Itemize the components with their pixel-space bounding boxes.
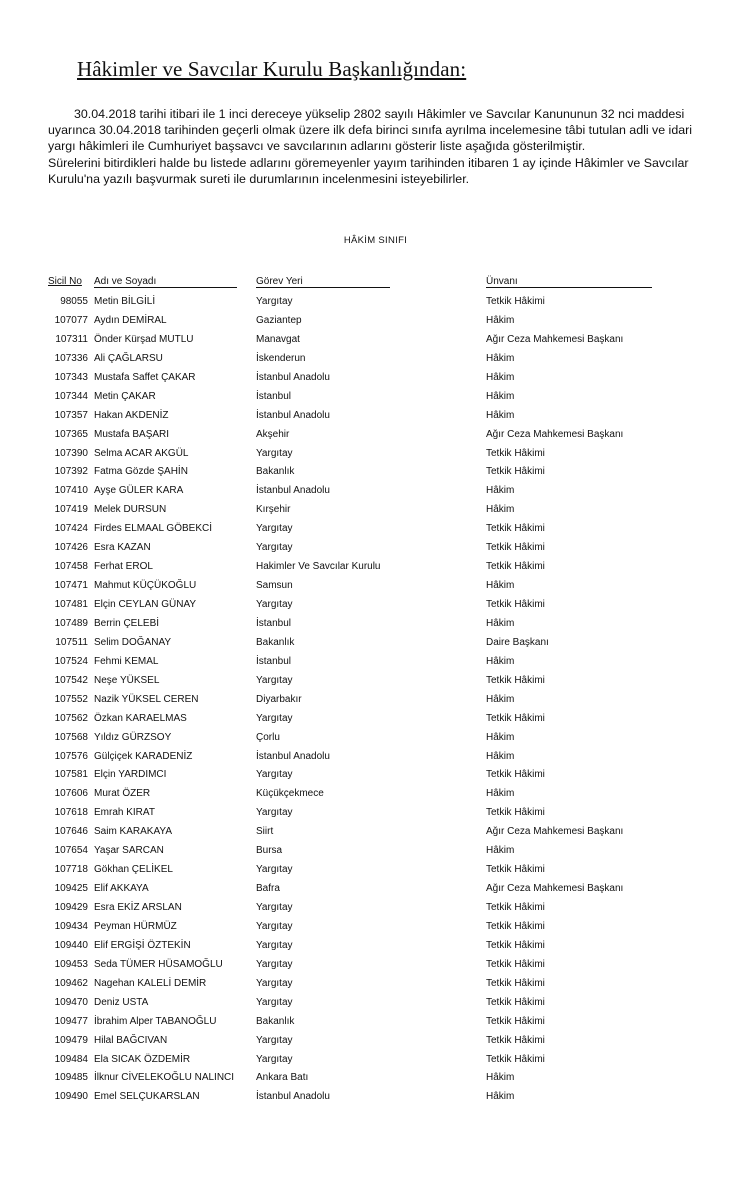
title-cell: Tetkik Hâkimi: [486, 920, 545, 932]
table-row: [0, 900, 746, 919]
title-cell: Tetkik Hâkimi: [486, 523, 545, 535]
title-cell: Hâkim: [486, 504, 515, 516]
title-cell: Tetkik Hâkimi: [486, 1034, 545, 1046]
table-row: [0, 805, 746, 824]
sicil-cell: 107524: [54, 655, 88, 667]
title-cell: Tetkik Hâkimi: [486, 599, 545, 610]
duty-station-cell: Yargıtay: [256, 920, 293, 932]
table-row: [0, 370, 746, 389]
table-row: [0, 332, 746, 351]
sicil-cell: 107606: [54, 788, 88, 800]
table-row: [0, 881, 746, 900]
duty-station-cell: Siirt: [256, 826, 274, 838]
name-cell: Fehmi KEMAL: [94, 655, 159, 667]
duty-station-cell: Yargıtay: [256, 447, 293, 459]
sicil-cell: 109485: [54, 1072, 88, 1084]
name-cell: Peyman HÜRMÜZ: [94, 920, 177, 932]
table-row: [0, 976, 746, 995]
header-sicil: Sicil No: [48, 276, 82, 287]
duty-station-cell: Yargıtay: [256, 523, 293, 535]
table-row: [0, 351, 746, 370]
name-cell: Elçin CEYLAN GÜNAY: [94, 599, 197, 610]
sicil-cell: 109440: [54, 939, 88, 951]
sicil-cell: 107568: [54, 731, 88, 743]
table-row: [0, 995, 746, 1014]
duty-station-cell: Bakanlık: [256, 1015, 295, 1027]
sicil-cell: 109470: [54, 996, 88, 1008]
table-row: [0, 313, 746, 332]
sicil-cell: 107077: [54, 314, 88, 326]
duty-station-cell: Yargıtay: [256, 977, 293, 989]
name-cell: Gökhan ÇELİKEL: [94, 864, 173, 876]
table-row: [0, 767, 746, 786]
duty-station-cell: Gaziantep: [256, 314, 302, 326]
title-cell: Daire Başkanı: [486, 636, 549, 648]
name-cell: Deniz USTA: [94, 996, 149, 1008]
table-row: [0, 957, 746, 976]
title-cell: Ağır Ceza Mahkemesi Başkanı: [486, 428, 624, 440]
title-cell: Ağır Ceza Mahkemesi Başkanı: [486, 333, 624, 345]
table-row: [0, 938, 746, 957]
table-row: [0, 824, 746, 843]
duty-station-cell: Ankara Batı: [256, 1072, 309, 1084]
title-cell: Hâkim: [486, 617, 515, 629]
name-cell: Selim DOĞANAY: [94, 636, 172, 648]
sicil-cell: 107552: [54, 693, 88, 705]
sicil-cell: 107357: [54, 409, 88, 421]
duty-station-cell: Hakimler Ve Savcılar Kurulu: [256, 561, 381, 573]
title-cell: Hâkim: [486, 409, 515, 421]
name-cell: Yıldız GÜRZSOY: [94, 731, 172, 743]
duty-station-cell: İstanbul Anadolu: [256, 1091, 330, 1103]
duty-station-cell: Yargıtay: [256, 996, 293, 1008]
table-row: [0, 1052, 746, 1071]
table-row: [0, 483, 746, 502]
sicil-cell: 107419: [54, 504, 88, 516]
section-title: HÂKİM SINIFI: [343, 235, 408, 246]
name-cell: İbrahim Alper TABANOĞLU: [94, 1015, 217, 1027]
title-cell: Tetkik Hâkimi: [486, 466, 545, 478]
title-cell: Ağır Ceza Mahkemesi Başkanı: [486, 826, 624, 838]
sicil-cell: 107343: [54, 371, 88, 383]
sicil-cell: 107390: [54, 447, 88, 459]
sicil-cell: 109490: [54, 1091, 88, 1103]
duty-station-cell: Çorlu: [256, 731, 280, 743]
name-cell: Murat ÖZER: [94, 788, 151, 800]
table-row: [0, 692, 746, 711]
name-cell: Metin ÇAKAR: [94, 390, 156, 402]
title-cell: Tetkik Hâkimi: [486, 674, 545, 686]
duty-station-cell: Diyarbakır: [256, 693, 302, 705]
name-cell: Metin BİLGİLİ: [94, 296, 156, 307]
table-row: [0, 730, 746, 749]
name-cell: Ali ÇAĞLARSU: [94, 352, 163, 364]
table-row: [0, 559, 746, 578]
duty-station-cell: Yargıtay: [256, 864, 293, 876]
table-row: [0, 1070, 746, 1089]
header-ad: Adı ve Soyadı: [94, 276, 237, 288]
duty-station-cell: Yargıtay: [256, 769, 293, 781]
title-cell: Tetkik Hâkimi: [486, 958, 545, 970]
duty-station-cell: Yargıtay: [256, 807, 293, 819]
name-cell: Firdes ELMAAL GÖBEKCİ: [94, 523, 212, 535]
name-cell: Melek DURSUN: [94, 504, 167, 516]
table-row: [0, 427, 746, 446]
name-cell: Emel SELÇUKARSLAN: [94, 1091, 200, 1103]
name-cell: Elif AKKAYA: [94, 883, 149, 895]
table-row: [0, 521, 746, 540]
sicil-cell: 109462: [54, 977, 88, 989]
table-row: [0, 635, 746, 654]
name-cell: İlknur CİVELEKOĞLU NALINCI: [94, 1072, 235, 1084]
sicil-cell: 109453: [54, 958, 88, 970]
duty-station-cell: Yargıtay: [256, 1053, 293, 1065]
sicil-cell: 107365: [54, 428, 88, 440]
sicil-cell: 109479: [54, 1034, 88, 1046]
sicil-cell: 107336: [54, 352, 88, 364]
duty-station-cell: Küçükçekmece: [256, 788, 324, 800]
header-gorev: Görev Yeri: [256, 276, 390, 288]
duty-station-cell: İstanbul Anadolu: [256, 409, 330, 421]
header-unvan: Ünvanı: [486, 276, 652, 288]
sicil-cell: 107646: [54, 826, 88, 838]
name-cell: Selma ACAR AKGÜL: [94, 447, 189, 459]
table-row: [0, 654, 746, 673]
sicil-cell: 98055: [60, 296, 88, 307]
duty-station-cell: İskenderun: [256, 352, 306, 364]
duty-station-cell: Yargıtay: [256, 712, 293, 724]
name-cell: Yaşar SARCAN: [94, 845, 164, 857]
sicil-cell: 107471: [54, 580, 88, 592]
title-cell: Hâkim: [486, 390, 515, 402]
name-cell: Esra EKİZ ARSLAN: [94, 902, 182, 913]
name-cell: Saim KARAKAYA: [94, 826, 172, 838]
sicil-cell: 107410: [54, 485, 88, 497]
duty-station-cell: Yargıtay: [256, 296, 293, 307]
duty-station-cell: İstanbul Anadolu: [256, 371, 330, 383]
table-row: [0, 786, 746, 805]
table-row: [0, 578, 746, 597]
duty-station-cell: Bakanlık: [256, 466, 295, 478]
sicil-cell: 107576: [54, 750, 88, 762]
table-row: [0, 1089, 746, 1108]
sicil-cell: 107654: [54, 845, 88, 857]
sicil-cell: 107489: [54, 617, 88, 629]
name-cell: Ela SICAK ÖZDEMİR: [94, 1053, 191, 1065]
name-cell: Özkan KARAELMAS: [94, 712, 187, 724]
title-cell: Tetkik Hâkimi: [486, 902, 545, 913]
title-cell: Ağır Ceza Mahkemesi Başkanı: [486, 883, 624, 895]
duty-station-cell: Yargıtay: [256, 1034, 293, 1046]
name-cell: Mahmut KÜÇÜKOĞLU: [94, 580, 197, 592]
sicil-cell: 109429: [54, 902, 88, 913]
duty-station-cell: Bursa: [256, 845, 283, 857]
duty-station-cell: Yargıtay: [256, 939, 293, 951]
duty-station-cell: İstanbul Anadolu: [256, 750, 330, 762]
name-cell: Nagehan KALELİ DEMİR: [94, 977, 207, 989]
title-cell: Hâkim: [486, 352, 515, 364]
name-cell: Elçin YARDIMCI: [94, 769, 167, 781]
duty-station-cell: İstanbul: [256, 390, 292, 402]
table-row: [0, 673, 746, 692]
name-cell: Mustafa BAŞARI: [94, 428, 170, 440]
name-cell: Ayşe GÜLER KARA: [94, 485, 184, 497]
title-cell: Hâkim: [486, 731, 515, 743]
name-cell: Mustafa Saffet ÇAKAR: [94, 371, 196, 383]
name-cell: Hakan AKDENİZ: [94, 409, 169, 421]
judge-list: [0, 294, 746, 1108]
title-cell: Tetkik Hâkimi: [486, 1053, 545, 1065]
name-cell: Elif ERGİŞİ ÖZTEKİN: [94, 939, 191, 951]
duty-station-cell: Bakanlık: [256, 636, 295, 648]
duty-station-cell: İstanbul Anadolu: [256, 485, 330, 497]
table-row: [0, 919, 746, 938]
sicil-cell: 107311: [55, 333, 88, 345]
title-cell: Tetkik Hâkimi: [486, 769, 545, 781]
title-cell: Tetkik Hâkimi: [486, 447, 545, 459]
sicil-cell: 107344: [54, 390, 88, 402]
table-row: [0, 1033, 746, 1052]
title-cell: Tetkik Hâkimi: [486, 807, 545, 819]
title-cell: Hâkim: [486, 485, 515, 497]
duty-station-cell: Yargıtay: [256, 542, 293, 554]
title-cell: Tetkik Hâkimi: [486, 1015, 545, 1027]
table-row: [0, 408, 746, 427]
title-cell: Hâkim: [486, 845, 515, 857]
sicil-cell: 109477: [54, 1015, 88, 1027]
title-cell: Tetkik Hâkimi: [486, 864, 545, 876]
duty-station-cell: Yargıtay: [256, 674, 293, 686]
name-cell: Esra KAZAN: [94, 542, 151, 554]
title-cell: Hâkim: [486, 788, 515, 800]
notice-paragraph: Sürelerini bitirdikleri halde bu listede adlarını göremeyenler yayım tarihinden itibaren 1 ay içinde Hâkimler ve Savcılar Kurulu'na yazılı başvurmak sureti ile durumlarının incelenmesini isteyebilirler.: [48, 156, 689, 186]
page-title: Hâkimler ve Savcılar Kurulu Başkanlığından:: [77, 57, 467, 81]
sicil-cell: 107481: [54, 599, 88, 610]
name-cell: Nazik YÜKSEL CEREN: [94, 693, 199, 705]
sicil-cell: 107424: [54, 523, 88, 535]
duty-station-cell: Yargıtay: [256, 958, 293, 970]
name-cell: Aydın DEMİRAL: [94, 314, 167, 326]
table-row: [0, 597, 746, 616]
name-cell: Emrah KIRAT: [94, 807, 155, 819]
title-cell: Tetkik Hâkimi: [486, 996, 545, 1008]
sicil-cell: 107392: [54, 466, 88, 478]
title-cell: Tetkik Hâkimi: [486, 296, 545, 307]
sicil-cell: 107426: [54, 542, 88, 554]
title-cell: Hâkim: [486, 580, 515, 592]
name-cell: Ferhat EROL: [94, 561, 153, 573]
table-row: [0, 294, 746, 313]
sicil-cell: 107581: [54, 769, 88, 781]
name-cell: Gülçiçek KARADENİZ: [94, 750, 193, 762]
name-cell: Seda TÜMER HÜSAMOĞLU: [94, 958, 223, 970]
sicil-cell: 109434: [54, 920, 88, 932]
sicil-cell: 109484: [54, 1053, 88, 1065]
sicil-cell: 107542: [54, 674, 88, 686]
table-row: [0, 616, 746, 635]
title-cell: Hâkim: [486, 314, 515, 326]
title-cell: Hâkim: [486, 693, 515, 705]
table-row: [0, 540, 746, 559]
table-row: [0, 446, 746, 465]
name-cell: Hilal BAĞCIVAN: [94, 1034, 168, 1046]
title-cell: Tetkik Hâkimi: [486, 939, 545, 951]
table-row: [0, 464, 746, 483]
sicil-cell: 107458: [54, 561, 88, 573]
table-row: [0, 862, 746, 881]
sicil-cell: 107718: [54, 864, 88, 876]
duty-station-cell: Kırşehir: [256, 504, 291, 516]
title-cell: Tetkik Hâkimi: [486, 561, 545, 573]
name-cell: Neşe YÜKSEL: [94, 674, 160, 686]
table-row: [0, 711, 746, 730]
sicil-cell: 107562: [54, 712, 88, 724]
name-cell: Berrin ÇELEBİ: [94, 617, 160, 629]
title-cell: Tetkik Hâkimi: [486, 542, 545, 554]
duty-station-cell: Samsun: [256, 580, 293, 592]
duty-station-cell: Manavgat: [256, 333, 300, 345]
sicil-cell: 107511: [55, 636, 88, 648]
duty-station-cell: Akşehir: [256, 428, 290, 440]
intro-paragraph: 30.04.2018 tarihi itibari ile 1 inci dereceye yükselip 2802 sayılı Hâkimler ve Savcılar Kanununun 32 nci maddesi uyarınca 30.04.2018 tarihinden geçerli olmak üzere ilk defa birinci sınıfa ayrılma incelemesine tâbi tutulan adli ve idari yargı hâkimleri ile Cumhuriyet başsavcı ve savcılarının adlarını gösterir liste aşağıda gösterilmiştir.: [48, 107, 692, 153]
title-cell: Tetkik Hâkimi: [486, 712, 545, 724]
table-row: [0, 843, 746, 862]
sicil-cell: 109425: [54, 883, 88, 895]
table-row: [0, 389, 746, 408]
title-cell: Hâkim: [486, 750, 515, 762]
title-cell: Hâkim: [486, 1072, 515, 1084]
title-cell: Hâkim: [486, 1091, 515, 1103]
duty-station-cell: Bafra: [256, 883, 280, 895]
name-cell: Fatma Gözde ŞAHİN: [94, 466, 188, 478]
duty-station-cell: Yargıtay: [256, 599, 293, 610]
duty-station-cell: İstanbul: [256, 617, 292, 629]
table-row: [0, 502, 746, 521]
table-row: [0, 749, 746, 768]
duty-station-cell: İstanbul: [256, 655, 292, 667]
table-row: [0, 1014, 746, 1033]
title-cell: Hâkim: [486, 655, 515, 667]
duty-station-cell: Yargıtay: [256, 902, 293, 913]
sicil-cell: 107618: [54, 807, 88, 819]
title-cell: Tetkik Hâkimi: [486, 977, 545, 989]
title-cell: Hâkim: [486, 371, 515, 383]
name-cell: Önder Kürşad MUTLU: [94, 333, 194, 345]
